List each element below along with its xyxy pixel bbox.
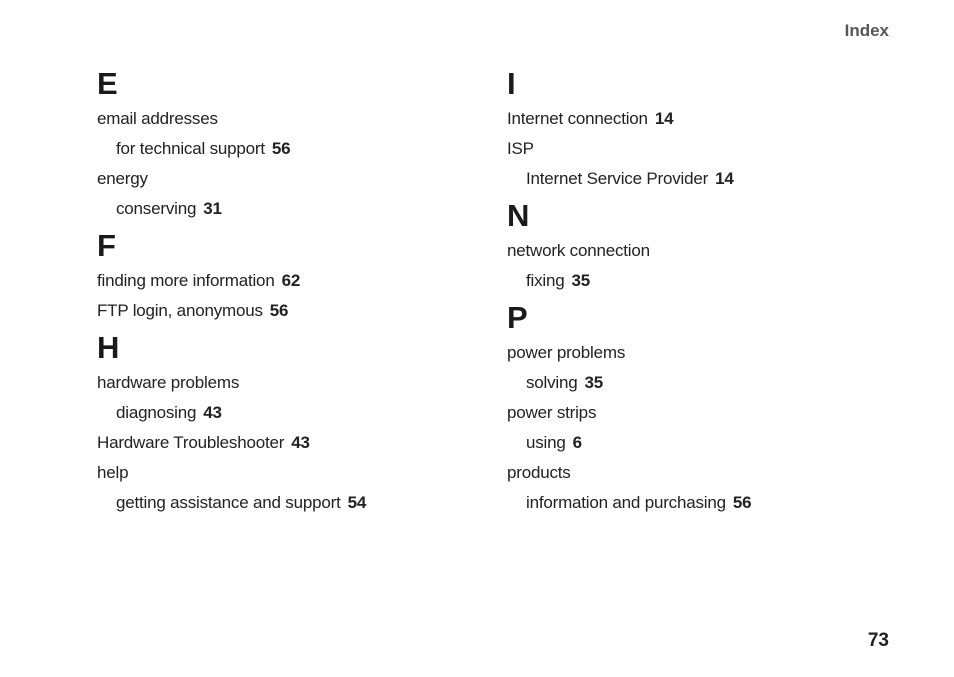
- index-entry: [507, 398, 907, 428]
- entry-text: Internet connection: [507, 109, 648, 128]
- index-entry: [97, 164, 497, 194]
- index-subentry: [97, 488, 497, 518]
- index-subentry: [507, 266, 907, 296]
- entry-page: 56: [271, 139, 291, 158]
- index-entry: [97, 104, 497, 134]
- index-section-e: [97, 64, 497, 224]
- entry-text: power problems: [507, 343, 626, 362]
- index-column-right: [507, 62, 907, 518]
- entry-page: 35: [584, 373, 604, 392]
- index-column-left: [97, 62, 497, 518]
- entry-text: Hardware Troubleshooter: [97, 433, 285, 452]
- index-entry: [507, 134, 907, 164]
- entry-text: finding more information: [97, 271, 275, 290]
- entry-text: using: [526, 433, 566, 452]
- index-entry: [97, 266, 497, 296]
- section-letter: H: [97, 330, 120, 365]
- index-entry: [507, 104, 907, 134]
- entry-page: 62: [281, 271, 301, 290]
- entry-text: email addresses: [97, 109, 218, 128]
- entry-text: for technical support: [116, 139, 265, 158]
- entry-page: 56: [732, 493, 752, 512]
- index-section-p: [507, 298, 907, 518]
- index-section-f: [97, 226, 497, 326]
- entry-page: 6: [572, 433, 582, 452]
- entry-page: 43: [291, 433, 310, 452]
- entry-text: conserving: [116, 199, 197, 218]
- index-entry: [97, 428, 497, 458]
- entry-page: 31: [203, 199, 222, 218]
- entry-text: products: [507, 463, 571, 482]
- entry-text: getting assistance and support: [116, 493, 341, 512]
- index-entry: [97, 296, 497, 326]
- index-subentry: [97, 398, 497, 428]
- entry-text: ISP: [507, 139, 534, 158]
- entry-text: network connection: [507, 241, 650, 260]
- index-subentry: [97, 194, 497, 224]
- entry-text: energy: [97, 169, 148, 188]
- section-letter: P: [507, 300, 528, 335]
- index-subentry: [97, 134, 497, 164]
- index-entry: [507, 338, 907, 368]
- entry-text: hardware problems: [97, 373, 240, 392]
- index-entry: [507, 458, 907, 488]
- index-subentry: [507, 428, 907, 458]
- entry-page: 14: [654, 109, 674, 128]
- entry-text: power strips: [507, 403, 597, 422]
- index-section-n: [507, 196, 907, 296]
- entry-page: 14: [715, 169, 734, 188]
- section-letter: E: [97, 66, 118, 101]
- entry-page: 35: [571, 271, 591, 290]
- index-subentry: [507, 164, 907, 194]
- entry-page: 56: [269, 301, 289, 320]
- entry-page: 54: [347, 493, 367, 512]
- index-entry: [507, 236, 907, 266]
- running-header: Index: [844, 21, 889, 40]
- page-number: 73: [867, 630, 889, 651]
- entry-text: FTP login, anonymous: [97, 301, 263, 320]
- index-subentry: [507, 368, 907, 398]
- index-entry: [97, 458, 497, 488]
- index-entry: [97, 368, 497, 398]
- entry-text: help: [97, 463, 129, 482]
- section-letter: I: [507, 66, 516, 101]
- entry-text: information and purchasing: [526, 493, 726, 512]
- index-section-i: [507, 64, 907, 194]
- index-subentry: [507, 488, 907, 518]
- section-letter: F: [97, 228, 116, 263]
- entry-text: fixing: [526, 271, 565, 290]
- index-section-h: [97, 328, 497, 518]
- entry-text: Internet Service Provider: [526, 169, 709, 188]
- entry-page: 43: [203, 403, 222, 422]
- entry-text: solving: [526, 373, 578, 392]
- entry-text: diagnosing: [116, 403, 197, 422]
- section-letter: N: [507, 198, 530, 233]
